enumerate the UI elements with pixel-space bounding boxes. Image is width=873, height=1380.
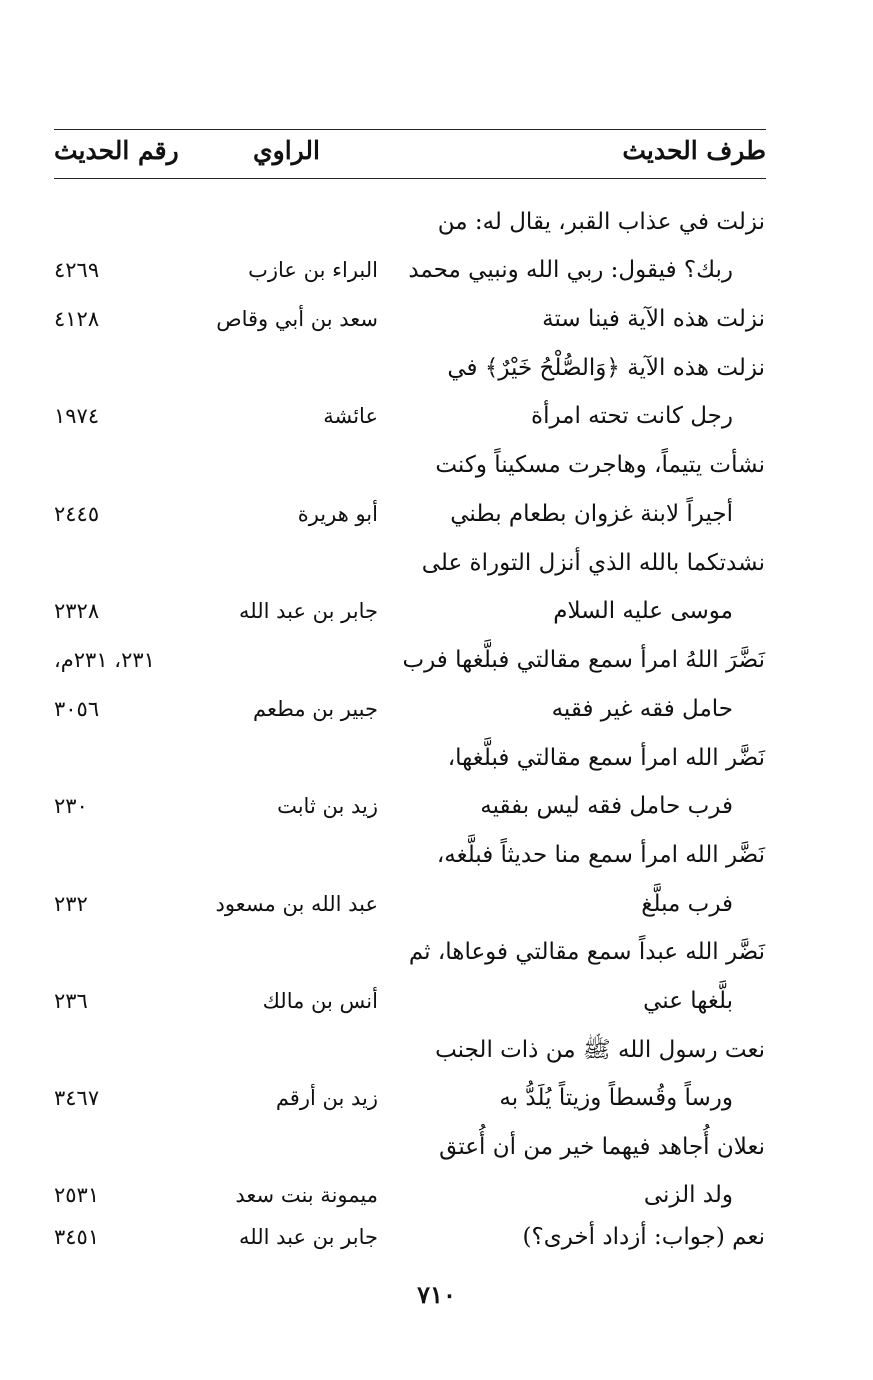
narrator: البراء بن عازب — [248, 258, 378, 282]
narrator: عائشة — [323, 404, 378, 428]
table-row — [0, 489, 873, 539]
hadith-text: ربك؟ فيقول: ربي الله ونبيي محمد — [408, 257, 733, 283]
hadith-text: ورساً وقُسطاً وزيتاً يُلَدُّ به — [499, 1085, 733, 1111]
table-row — [0, 733, 873, 783]
hadith-number: ٣٤٦٧ — [54, 1086, 100, 1110]
hadith-number: ٣٤٥١ — [54, 1225, 100, 1249]
table-row — [0, 586, 873, 636]
hadith-text: نعلان أُجاهد فيهما خير من أن أُعتق — [439, 1134, 765, 1160]
table-row — [0, 879, 873, 929]
hadith-text: نشدتكما بالله الذي أنزل التوراة على — [421, 550, 765, 576]
table-row — [0, 343, 873, 393]
hadith-text: نَضَّرَ اللهُ امرأ سمع مقالتي فبلَّغها فرب — [402, 647, 765, 673]
table-row — [0, 245, 873, 295]
table-row — [0, 635, 873, 685]
narrator: زيد بن ثابت — [277, 794, 378, 818]
hadith-text: أجيراً لابنة غزوان بطعام بطني — [450, 501, 733, 527]
table-row — [0, 1122, 873, 1172]
hadith-number: ٢٤٤٥ — [54, 502, 100, 526]
hadith-number: ٣٠٥٦ — [54, 697, 100, 721]
hadith-text: نزلت هذه الآية فينا ستة — [542, 306, 765, 332]
hadith-text: نَضَّر الله عبداً سمع مقالتي فوعاها، ثم — [408, 939, 765, 965]
hadith-text: رجل كانت تحته امرأة — [531, 403, 733, 429]
hadith-text: بلَّغها عني — [643, 988, 733, 1014]
narrator: زيد بن أرقم — [275, 1086, 378, 1110]
hadith-text: نَضَّر الله امرأ سمع منا حديثاً فبلَّغه، — [436, 842, 765, 868]
narrator: جابر بن عبد الله — [238, 599, 378, 623]
hadith-text: نعت رسول الله ﷺ من ذات الجنب — [435, 1037, 765, 1063]
table-row — [0, 440, 873, 490]
column-header-narrator: الراوي — [253, 136, 320, 165]
table-row — [0, 538, 873, 588]
hadith-text: فرب مبلَّغ — [641, 891, 733, 917]
column-header-hadith-number: رقم الحديث — [54, 136, 179, 165]
narrator: عبد الله بن مسعود — [215, 892, 378, 916]
hadith-number: ٤١٢٨ — [54, 307, 100, 331]
header-bottom-rule — [54, 178, 766, 179]
narrator: جابر بن عبد الله — [238, 1225, 378, 1249]
column-header-hadith-text: طرف الحديث — [622, 136, 766, 165]
table-row — [0, 927, 873, 977]
hadith-number: ٢٣٠ — [54, 794, 88, 818]
hadith-text: ولد الزنى — [643, 1182, 733, 1208]
hadith-text: فرب حامل فقه ليس بفقيه — [480, 793, 733, 819]
hadith-number: ٢٣١، ٢٣١م، — [54, 648, 155, 672]
narrator: جبير بن مطعم — [252, 697, 378, 721]
table-row — [0, 391, 873, 441]
hadith-text: نَضَّر الله امرأ سمع مقالتي فبلَّغها، — [447, 745, 765, 771]
hadith-text: نزلت هذه الآية ﴿وَالصُّلْحُ خَيْرٌ﴾ في — [447, 355, 765, 381]
table-row — [0, 976, 873, 1026]
table-row — [0, 1212, 873, 1262]
hadith-number: ٢٣٢ — [54, 892, 88, 916]
narrator: أنس بن مالك — [262, 989, 378, 1013]
hadith-text: نعم (جواب: أزداد أخرى؟) — [522, 1224, 765, 1250]
hadith-number: ٢٣٦ — [54, 989, 88, 1013]
hadith-number: ٤٢٦٩ — [54, 258, 100, 282]
table-row — [0, 684, 873, 734]
header-top-rule — [54, 129, 766, 130]
page-number: ٧١٠ — [417, 1280, 456, 1309]
hadith-text: موسى عليه السلام — [553, 598, 733, 624]
table-row — [0, 1073, 873, 1123]
narrator: سعد بن أبي وقاص — [216, 307, 378, 331]
narrator: أبو هريرة — [297, 502, 378, 526]
table-row — [0, 830, 873, 880]
table-row — [0, 1025, 873, 1075]
hadith-text: حامل فقه غير فقيه — [551, 696, 733, 722]
table-row — [0, 197, 873, 247]
hadith-text: نشأت يتيماً، وهاجرت مسكيناً وكنت — [435, 452, 765, 478]
table-row — [0, 781, 873, 831]
table-row — [0, 294, 873, 344]
narrator: ميمونة بنت سعد — [235, 1183, 378, 1207]
hadith-number: ١٩٧٤ — [54, 404, 100, 428]
hadith-number: ٢٣٢٨ — [54, 599, 100, 623]
hadith-text: نزلت في عذاب القبر، يقال له: من — [437, 209, 765, 235]
hadith-number: ٢٥٣١ — [54, 1183, 100, 1207]
